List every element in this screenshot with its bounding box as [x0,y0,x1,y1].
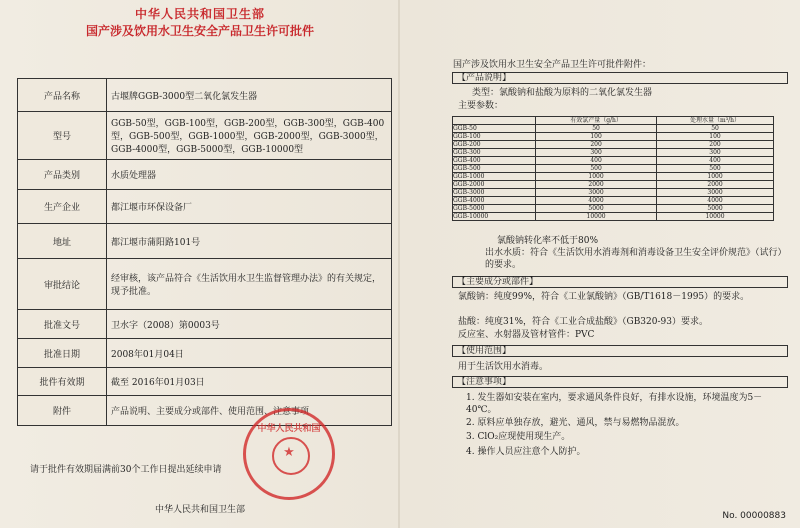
table-cell: GGB-2000 [453,181,536,189]
table-row [18,79,392,112]
table-row [18,396,392,426]
table-cell: 100 [657,133,774,141]
component-2: 盐酸：纯度31%，符合《工业合成盐酸》（GB320-93）要求。 [458,317,708,327]
table-row [18,190,392,224]
table-cell: 200 [536,141,657,149]
approval-table [17,78,392,426]
table-cell: 2000 [657,181,774,189]
conversion-rate: 氯酸钠转化率不低于80% [497,236,599,246]
table-row [453,125,774,133]
table-cell: GGB-1000 [453,173,536,181]
row-value: 都江堰市环保设备厂 [107,190,392,224]
table-cell: GGB-400 [453,157,536,165]
table-cell: 1000 [536,173,657,181]
type-line: 类型：氯酸钠和盐酸为原料的二氧化氯发生器 [472,88,653,98]
row-value: 卫水字（2008）第0003号 [107,310,392,339]
table-row [453,141,774,149]
table-cell: 5000 [536,205,657,213]
table-cell: 10000 [657,213,774,221]
table-row [18,368,392,396]
row-label: 批准文号 [18,310,107,339]
page-fold [398,0,400,528]
renewal-note: 请于批件有效期届满前30个工作日提出延续申请 [30,465,222,475]
row-label: 审批结论 [18,259,107,310]
table-cell: 200 [657,141,774,149]
table-row [18,339,392,368]
table-row [453,197,774,205]
table-cell: 5000 [657,205,774,213]
table-row [453,149,774,157]
row-value: 截至 2016年01月03日 [107,368,392,396]
usage-text: 用于生活饮用水消毒。 [458,362,549,372]
left-subtitle: 国产涉及饮用水卫生安全产品卫生许可批件 [85,24,314,38]
table-row [18,259,392,310]
table-cell: GGB-10000 [453,213,536,221]
table-row [453,181,774,189]
left-title: 中华人民共和国卫生部 [134,7,265,21]
outwater-quality: 出水水质：符合《生活饮用水消毒剂和消毒设备卫生安全评价规范》（试行）的要求。 [485,248,783,270]
annex-title: 国产涉及饮用水卫生安全产品卫生许可批件附件： [453,60,652,70]
seal-text: 中华人民共和国 [257,424,321,434]
row-value: 产品说明、主要成分或部件、使用范围、注意事项 [107,396,392,426]
table-header [453,117,774,125]
star-icon: ★ [283,445,295,460]
official-seal [243,408,335,500]
table-cell: 4000 [536,197,657,205]
serial-number: No. 00000883 [722,511,786,521]
table-row [18,112,392,160]
table-cell: GGB-100 [453,133,536,141]
section-usage: 【使用范围】 [452,345,788,357]
table-cell: 10000 [536,213,657,221]
section-cautions: 【注意事项】 [452,376,788,388]
table-cell: GGB-3000 [453,189,536,197]
row-value: 经审核，该产品符合《生活饮用水卫生监督管理办法》的有关规定，现予批准。 [107,259,392,310]
table-cell: 50 [657,125,774,133]
component-1: 氯酸钠：纯度99%，符合《工业氯酸钠》（GB/T1618－1995）的要求。 [458,292,750,302]
caution-2: 2. 原料应单独存放，避光、通风，禁与易燃物品混放。 [466,418,685,428]
table-row [453,213,774,221]
row-label: 批件有效期 [18,368,107,396]
table-cell: 3000 [536,189,657,197]
row-label: 产品类别 [18,160,107,190]
table-row [18,160,392,190]
header-cell [453,117,536,125]
table-row [18,224,392,259]
table-cell: 50 [536,125,657,133]
table-cell: 100 [536,133,657,141]
row-value: 都江堰市蒲阳路101号 [107,224,392,259]
table-row [453,133,774,141]
row-value: GGB-50型，GGB-100型，GGB-200型，GGB-300型，GGB-400型，GGB-500型，GGB-1000型，GGB-2000型，GGB-3000型，GGB-4000型，GGB-5000型，GGB-10000型 [107,112,392,160]
row-label: 型号 [18,112,107,160]
param-table-body [453,125,774,221]
table-row [453,165,774,173]
header-cell: 有效氯产量（g/h） [536,117,657,125]
section-components: 【主要成分或部件】 [452,276,788,288]
table-cell: 500 [536,165,657,173]
table-cell: 500 [657,165,774,173]
table-cell: GGB-50 [453,125,536,133]
table-cell: 400 [536,157,657,165]
table-cell: GGB-4000 [453,197,536,205]
table-row [18,310,392,339]
table-row [453,157,774,165]
table-row [453,205,774,213]
table-cell: GGB-500 [453,165,536,173]
row-label: 生产企业 [18,190,107,224]
row-value: 水质处理器 [107,160,392,190]
row-label: 地址 [18,224,107,259]
caution-4: 4. 操作人员应注意个人防护。 [466,447,586,457]
table-cell: 3000 [657,189,774,197]
table-cell: 4000 [657,197,774,205]
table-cell: GGB-200 [453,141,536,149]
table-cell: GGB-300 [453,149,536,157]
header-cell: 处理水量（m³/h） [657,117,774,125]
param-table [452,116,774,221]
row-label: 批准日期 [18,339,107,368]
table-cell: 400 [657,157,774,165]
table-row [453,173,774,181]
table-cell: 2000 [536,181,657,189]
row-label: 产品名称 [18,79,107,112]
component-3: 反应室、水射器及管材管件：PVC [458,330,595,340]
table-cell: 300 [536,149,657,157]
caution-1: 1. 发生器如安装在室内，要求通风条件良好，有排水设施，环境温度为5－40℃。 [466,393,763,415]
row-value: 古堰牌GGB-3000型二氧化氯发生器 [107,79,392,112]
row-value: 2008年01月04日 [107,339,392,368]
caution-3: 3. ClO₂应现使用现生产。 [466,432,571,442]
table-row [453,189,774,197]
table-cell: GGB-5000 [453,205,536,213]
section-product: 【产品说明】 [452,72,788,84]
issuer-footer: 中华人民共和国卫生部 [154,505,245,515]
table-cell: 1000 [657,173,774,181]
row-label: 附件 [18,396,107,426]
table-cell: 300 [657,149,774,157]
params-label: 主要参数： [458,101,504,111]
